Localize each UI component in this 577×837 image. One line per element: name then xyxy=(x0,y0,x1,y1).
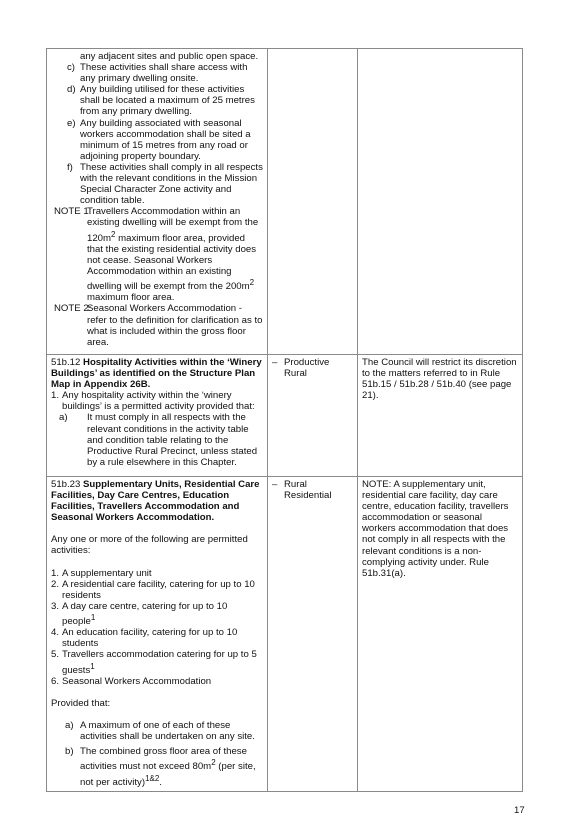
activity-cell xyxy=(47,355,268,477)
list-item: 5. Travellers accommodation catering for up to 5 guests$^1$ xyxy=(51,649,257,676)
list-item: 1. Any hospitality activity within the ‘winery buildings’ is a permitted activity provided that: xyxy=(51,390,255,413)
zone-cell xyxy=(268,355,358,477)
list-item: 1. A supplementary unit xyxy=(51,567,152,579)
table-row xyxy=(47,49,523,355)
list-item: a) It must comply in all respects with the relevant conditions in the activity table and condition table relating to the Productive Rural Precinct, unless stated by a rule elsewhere in this Chapter. xyxy=(59,412,258,468)
activity-cell xyxy=(47,49,268,355)
list-item: 4. An education facility, catering for up to 10 students xyxy=(51,627,238,650)
list-item: e) Any building associated with seasonal workers accommodation shall be sited a minimum of 15 metres from any road or adjoining property boundary. xyxy=(67,117,251,162)
list-item: 2. A residential care facility, catering for up to 10 residents xyxy=(51,578,255,601)
provided-text: Provided that: xyxy=(51,697,111,709)
note-1: NOTE 1: Travellers Accommodation within an existing dwelling will be exempt from the $120m^2$ maximum floor area, provided that the existing residential activity does not cease. Seasonal Workers Accommodation within an existing dwelling will be exempt from the $200m^2$ maximum floor area. xyxy=(54,206,259,304)
list-item: d) Any building utilised for these activities shall be located a maximum of 25 metres from any primary dwelling. xyxy=(67,84,255,118)
zone-cell xyxy=(268,477,358,792)
list-item: any adjacent sites and public open space. xyxy=(80,51,259,62)
table-row xyxy=(47,355,523,477)
zone-text: – Rural Residential xyxy=(272,479,332,502)
list-item: 3. A day care centre, catering for up to 10 people$^1$ xyxy=(51,600,228,628)
intro-text: Any one or more of the following are permitted activities: xyxy=(51,534,248,557)
zone-cell xyxy=(268,49,358,355)
list-item: c) These activities shall share access with any primary dwelling onsite. xyxy=(67,62,248,85)
list-item: b) The combined gross floor area of these activities must not exceed $80m^2$ (per site, not per activity)$^{1\&2}$. xyxy=(65,746,256,788)
discretion-cell xyxy=(358,355,523,477)
discretion-cell xyxy=(358,477,523,792)
rule-heading: 51b.23 Supplementary Units, Residential Care Facilities, Day Care Centres, Education Facilities, Travellers Accommodation and Seasonal Workers Accommodation. xyxy=(51,479,260,524)
discretion-text: The Council will restrict its discretion to the matters referred to in Rule 51b.15 / 51b.28 / 51b.40 (see page 21). xyxy=(362,357,517,402)
rules-table xyxy=(46,48,523,792)
note-2: NOTE 2: Seasonal Workers Accommodation - refer to the definition for clarification as to what is included within the gross floor area. xyxy=(54,303,263,348)
table-row xyxy=(47,477,523,792)
note-text: NOTE: A supplementary unit, residential care facility, day care centre, education facility, travellers accommodation or seasonal workers accommodation that does not comply in all respects with the relevant conditions is a non-complying activity under. Rule 51b.31(a). xyxy=(362,479,509,579)
page-number: 17 xyxy=(514,805,525,816)
rule-heading: 51b.12 Hospitality Activities within the ‘Winery Buildings’ as identified on the Structure Plan Map in Appendix 26B. xyxy=(51,357,262,391)
list-item: f) These activities shall comply in all respects with the relevant conditions in the Mission Special Character Zone activity and condition table. xyxy=(67,161,263,207)
list-item: 6. Seasonal Workers Accommodation xyxy=(51,675,212,687)
zone-text: – Productive Rural xyxy=(272,357,330,380)
list-item: a) A maximum of one of each of these activities shall be undertaken on any site. xyxy=(65,719,255,743)
activity-cell xyxy=(47,477,268,792)
discretion-cell xyxy=(358,49,523,355)
